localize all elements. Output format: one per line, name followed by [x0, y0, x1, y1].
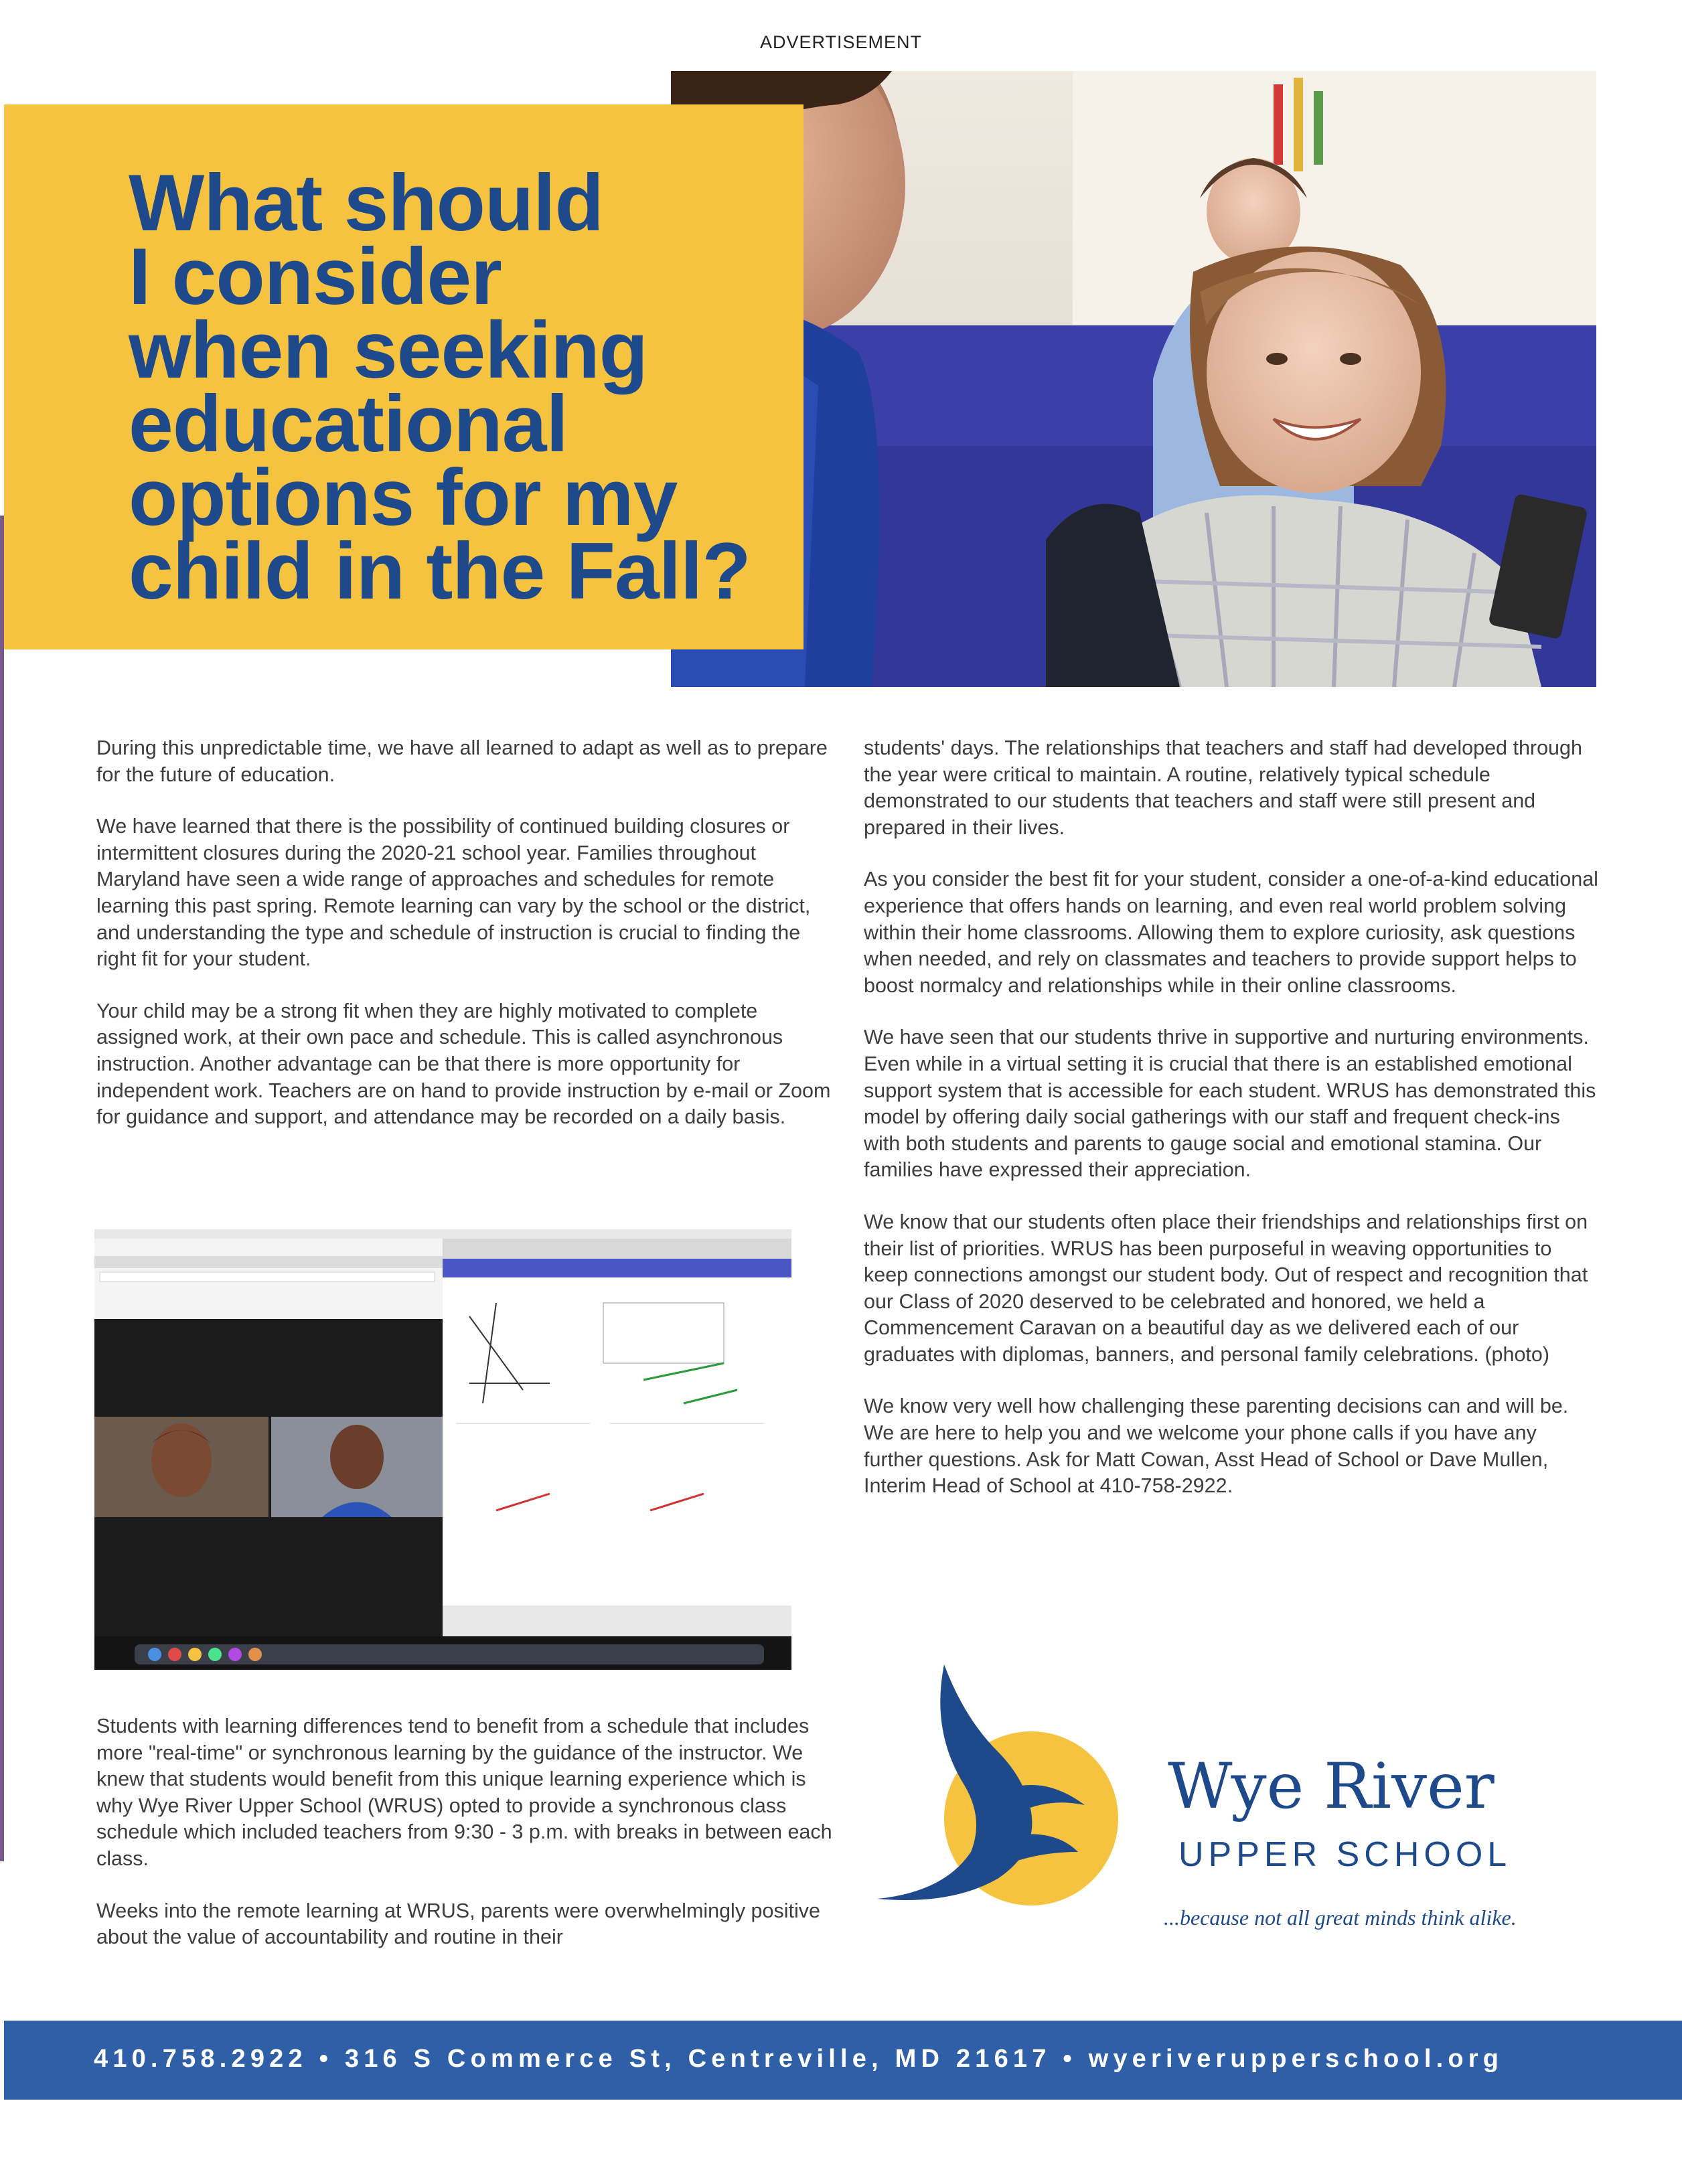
heron-logo-icon — [864, 1651, 1135, 1919]
remote-class-screenshot — [94, 1229, 791, 1670]
school-subtitle: UPPER SCHOOL — [1178, 1835, 1512, 1874]
students-photo-illustration — [671, 71, 1596, 687]
paragraph: We know very well how challenging these parenting decisions can and will be. We are here to help you and we welcome your phone calls if you have any further questions. Ask for Matt Cowan, Asst Head of School or Dave Mullen, Interim Head of School at 410-758-2922. — [864, 1395, 1569, 1498]
school-name: Wye River — [1168, 1750, 1495, 1823]
paragraph: students' days. The relationships that teachers and staff had developed through the year were critical to maintain. A routine, relatively typical schedule demonstrated to our students that teachers and staff were still present and prepared in their lives. — [864, 736, 1582, 839]
paragraph: We know that our students often place their friendships and relationships first on their list of priorities. WRUS has been purposeful in weaving opportunities to keep connections amongst our student body. Out of respect and recognition that our Class of 2020 deserved to be celebrated and honored, we held a Commencement Caravan on a beautiful day as we delivered each of our graduates with diplomas, banners, and personal family celebrations. (photo) — [864, 1210, 1588, 1366]
hero-photo — [671, 71, 1596, 687]
paragraph: As you consider the best fit for your student, consider a one-of-a-kind educational experience that offers hands on learning, and even real world problem solving within their home classrooms. Allowing them to explore curiosity, ask questions when needed, and rely on classmates and teachers to provide support helps to boost normalcy and relationships while in their online classrooms. — [864, 868, 1598, 997]
paragraph: We have learned that there is the possibility of continued building closures or intermittent closures during the 2020-21 school year. Families throughout Maryland have seen a wide range of approaches and schedules for remote learning this past spring. Remote learning can vary by the school or the district, and understanding the type and schedule of instruction is crucial to finding the right fit for your student. — [96, 815, 811, 971]
body-column-right — [864, 735, 1600, 1525]
contact-info: 410.758.2922 • 316 S Commerce St, Centreville, MD 21617 • wyeriverupperschool.org — [94, 2045, 1504, 2073]
paragraph: Your child may be a strong fit when they are highly motivated to complete assigned work, at their own pace and schedule. This is called asynchronous instruction. Another advantage can be that there is more opportunity for independent work. Teachers are on hand to provide instruction by e-mail or Zoom for guidance and support, and attendance may be recorded on a daily basis. — [96, 999, 831, 1129]
contact-footer-bar — [4, 2021, 1682, 2100]
body-column-left-bottom — [96, 1713, 833, 1976]
body-column-left-top — [96, 735, 833, 1156]
school-logo-mark — [864, 1651, 1135, 1919]
school-tagline: ...because not all great minds think alike. — [1164, 1905, 1517, 1930]
headline-box — [4, 104, 804, 649]
video-call-illustration — [94, 1229, 791, 1670]
paragraph: We have seen that our students thrive in supportive and nurturing environments. Even while in a virtual setting it is crucial that there is an established emotional support system that is accessible for each student. WRUS has demonstrated this model by offering daily social gatherings with our staff and frequent check-ins with both students and parents to gauge social and emotional stamina. Our families have expressed their appreciation. — [864, 1026, 1596, 1182]
paragraph: During this unpredictable time, we have all learned to adapt as well as to prepare for the future of education. — [96, 736, 828, 786]
paragraph: Students with learning differences tend to benefit from a schedule that includes more "real-time" or synchronous learning by the guidance of the instructor. We knew that students would benefit from this unique learning experience which is why Wye River Upper School (WRUS) opted to provide a synchronous class schedule which included teachers from 9:30 - 3 p.m. with breaks in between each class. — [96, 1715, 832, 1870]
paragraph: Weeks into the remote learning at WRUS, parents were overwhelmingly positive about the value of accountability and routine in their — [96, 1899, 820, 1949]
advertisement-label: ADVERTISEMENT — [759, 32, 923, 52]
page-edge-strip — [0, 516, 4, 1861]
headline: What should I consider when seeking educational options for my child in the Fall? — [129, 158, 751, 616]
